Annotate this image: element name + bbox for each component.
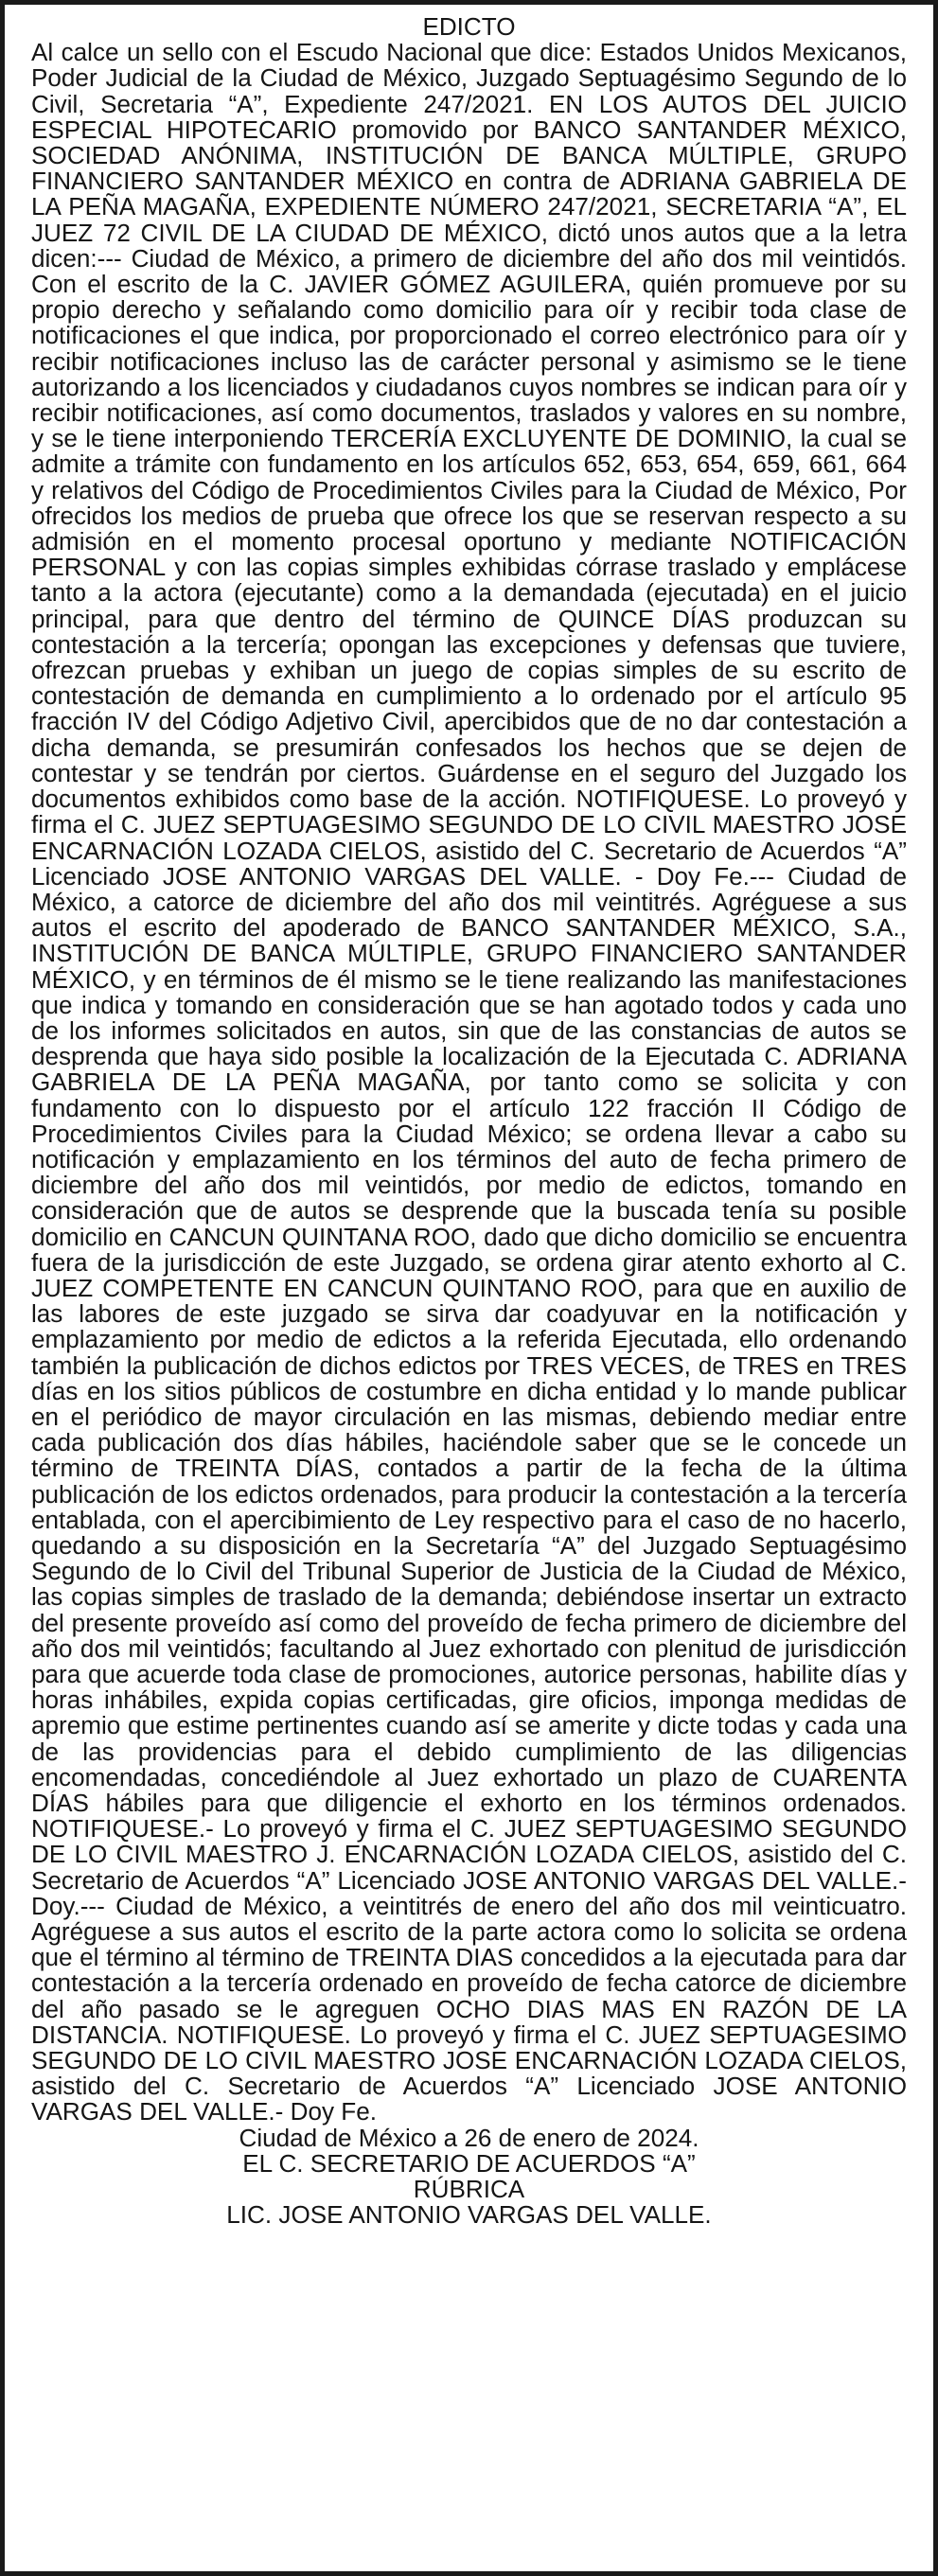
edict-body-text: Al calce un sello con el Escudo Nacional que dice: Estados Unidos Mexicanos, Poder Judicial de la Ciudad de México, Juzgado Septuagésimo Segundo de lo Civil, Secretaria “A”, Expediente 247/2021. EN LOS AUTOS DEL JUICIO ESPECIAL HIPOTECARIO promovido por BANCO SANTANDER MÉXICO, SOCIEDAD ANÓNIMA, INSTITUCIÓN DE BANCA MÚLTIPLE, GRUPO FINANCIERO SANTANDER MÉXICO en contra de ADRIANA GABRIELA DE LA PEÑA MAGAÑA, EXPEDIENTE NÚMERO 247/2021, SECRETARIA “A”, EL JUEZ 72 CIVIL DE LA CIUDAD DE MÉXICO, dictó unos autos que a la letra dicen:--- Ciudad de México, a primero de diciembre del año dos mil veintidós. Con el escrito de la C. JAVIER GÓMEZ AGUILERA, quién promueve por su propio derecho y señalando como domicilio para oír y recibir toda clase de notificaciones el que indica, por proporcionado el correo electrónico para oír y recibir notificaciones incluso las de carácter personal y asimismo se le tiene autorizando a los licenciados y ciudadanos cuyos nombres se indican para oír y recibir notificaciones, así como documentos, traslados y valores en su nombre, y se le tiene interponiendo TERCERÍA EXCLUYENTE DE DOMINIO, la cual se admite a trámite con fundamento en los artículos 652, 653, 654, 659, 661, 664 y relativos del Código de Procedimientos Civiles para la Ciudad de México, Por ofrecidos los medios de prueba que ofrece los que se reservan respecto a su admisión en el momento procesal oportuno y mediante NOTIFICACIÓN PERSONAL y con las copias simples exhibidas córrase traslado y emplácese tanto a la actora (ejecutante) como a la demandada (ejecutada) en el juicio principal, para que dentro del término de QUINCE DÍAS produzcan su contestación a la tercería; opongan las excepciones y defensas que tuviere, ofrezcan pruebas y exhiban un juego de copias simples de su escrito de contestación de demanda en cumplimiento a lo ordenado por el artículo 95 fracción IV del Código Adjetivo Civil, apercibidos que de no dar contestación a dicha demanda, se presumirán confesados los hechos que se dejen de contestar y se tendrán por ciertos. Guárdense en el seguro del Juzgado los documentos exhibidos como base de la acción. NOTIFIQUESE. Lo proveyó y firma el C. JUEZ SEPTUAGESIMO SEGUNDO DE LO CIVIL MAESTRO JOSE ENCARNACIÓN LOZADA CIELOS, asistido del C. Secretario de Acuerdos “A” Licenciado JOSE ANTONIO VARGAS DEL VALLE. - Doy Fe.--- Ciudad de México, a catorce de diciembre del año dos mil veintitrés. Agréguese a sus autos el escrito del apoderado de BANCO SANTANDER MÉXICO, S.A., INSTITUCIÓN DE BANCA MÚLTIPLE, GRUPO FINANCIERO SANTANDER MÉXICO, y en términos de él mismo se le tiene realizando las manifestaciones que indica y tomando en consideración que se han agotado todos y cada uno de los informes solicitados en autos, sin que de las constancias de autos se desprenda que haya sido posible la localización de la Ejecutada C. ADRIANA GABRIELA DE LA PEÑA MAGAÑA, por tanto como se solicita y con fundamento con lo dispuesto por el artículo 122 fracción II Código de Procedimientos Civiles para la Ciudad México; se ordena llevar a cabo su notificación y emplazamiento en los términos del auto de fecha primero de diciembre del año dos mil veintidós, por medio de edictos, tomando en consideración que de autos se desprende que la buscada tenía su posible domicilio en CANCUN QUINTANA ROO, dado que dicho domicilio se encuentra fuera de la jurisdicción de este Juzgado, se ordena girar atento exhorto al C. JUEZ COMPETENTE EN CANCUN QUINTANO ROO, para que en auxilio de las labores de este juzgado se sirva dar coadyuvar en la notificación y emplazamiento por medio de edictos a la referida Ejecutada, ello ordenando también la publicación de dichos edictos por TRES VECES, de TRES en TRES días en los sitios públicos de costumbre en dicha entidad y lo mande publicar en el periódico de mayor circulación en las mismas, debiendo mediar entre cada publicación dos días hábiles, haciéndole saber que se le concede un término de TREINTA DÍAS, contados a partir de la fecha de la última publicación de los edictos ordenados, para producir la contestación a la tercería entablada, con el apercibimiento de Ley respectivo para el caso de no hacerlo, quedando a su disposición en la Secretaría “A” del Juzgado Septuagésimo Segundo de lo Civil del Tribunal Superior de Justicia de la Ciudad de México, las copias simples de traslado de la demanda; debiéndose insertar un extracto del presente proveído así como del proveído de fecha primero de diciembre del año dos mil veintidós; facultando al Juez exhortado con plenitud de jurisdicción para que acuerde toda clase de promociones, autorice personas, habilite días y horas inhábiles, expida copias certificadas, gire oficios, imponga medidas de apremio que estime pertinentes cuando así se amerite y dicte todas y cada una de las providencias para el debido cumplimiento de las diligencias encomendadas, concediéndole al Juez exhortado un plazo de CUARENTA DÍAS hábiles para que diligencie el exhorto en los términos ordenados. NOTIFIQUESE.- Lo proveyó y firma el C. JUEZ SEPTUAGESIMO SEGUNDO DE LO CIVIL MAESTRO J. ENCARNACIÓN LOZADA CIELOS, asistido del C. Secretario de Acuerdos “A” Licenciado JOSE ANTONIO VARGAS DEL VALLE.- Doy.--- Ciudad de México, a veintitrés de enero del año dos mil veinticuatro. Agréguese a sus autos el escrito de la parte actora como lo solicita se ordena que el término al término de TREINTA DIAS concedidos a la ejecutada para dar contestación a la tercería ordenado en proveído de fecha catorce de diciembre del año pasado se le agreguen OCHO DIAS MAS EN RAZÓN DE LA DISTANCIA. NOTIFIQUESE. Lo proveyó y firma el C. JUEZ SEPTUAGESIMO SEGUNDO DE LO CIVIL MAESTRO JOSE ENCARNACIÓN LOZADA CIELOS, asistido del C. Secretario de Acuerdos “A” Licenciado JOSE ANTONIO VARGAS DEL VALLE.- Doy Fe.	[31, 38, 907, 2126]
edict-closing	[31, 2123, 907, 2230]
edict-content	[31, 14, 907, 2228]
edict-title: EDICTO	[422, 12, 516, 41]
signer-title: EL C. SECRETARIO DE ACUERDOS “A”	[242, 2148, 696, 2178]
rubrica-label: RÚBRICA	[413, 2175, 525, 2204]
signer-name: LIC. JOSE ANTONIO VARGAS DEL VALLE.	[226, 2200, 712, 2230]
place-date: Ciudad de México a 26 de enero de 2024.	[239, 2123, 699, 2152]
